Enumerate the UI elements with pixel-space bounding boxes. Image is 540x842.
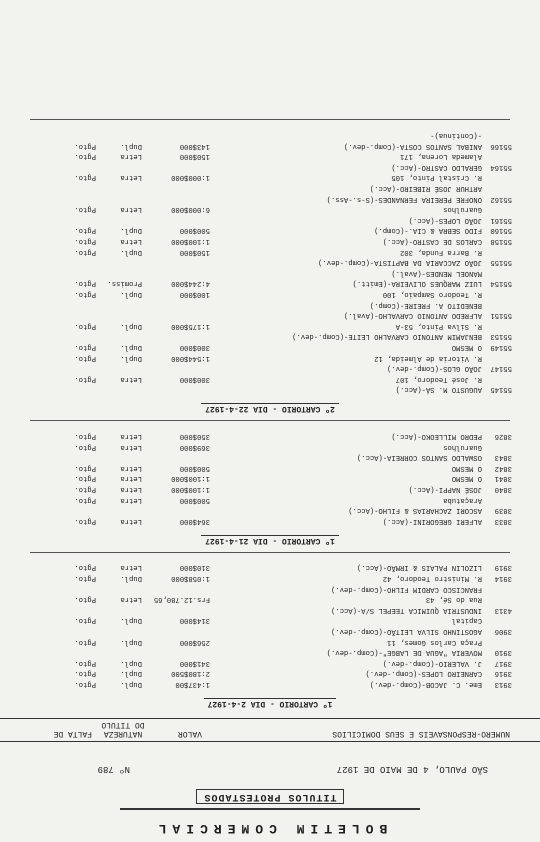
protest-reason: Pgto. <box>74 432 96 440</box>
title-kind: Letra <box>120 595 142 604</box>
amount: 500$000 <box>179 495 210 504</box>
protest-row <box>0 573 540 582</box>
title-kind: Dupl. <box>120 343 142 351</box>
protest-row <box>0 162 540 171</box>
protest-row <box>0 215 540 224</box>
entry-number: 55153 <box>490 332 512 341</box>
protest-row <box>0 331 540 340</box>
responsible-party: JOÃO ZACCARIA DA BAPTISTA-(Comp.-dev.) <box>318 258 482 267</box>
protest-reason: Pgto. <box>74 574 96 582</box>
title-kind: Letra <box>120 463 142 472</box>
protest-reason: Pgto. <box>74 226 96 235</box>
amount: 1:058$000 <box>171 574 210 582</box>
responsible-party: ALFREDO ANTONIO CARVALHO-(Aval.) <box>343 311 482 320</box>
protest-row <box>0 130 540 139</box>
entry-number: 3842 <box>494 463 512 472</box>
amount: Frs.12.780,65 <box>153 595 210 604</box>
responsible-party: JOÃO GLOS-(Comp.-dev.) <box>387 364 482 373</box>
protest-row <box>0 247 540 256</box>
protest-reason: Pgto. <box>74 247 96 256</box>
title-kind: Promiss. <box>107 279 142 288</box>
protest-row <box>0 495 540 504</box>
masthead: BOLETIM COMERCIAL <box>152 821 388 836</box>
protest-row <box>0 484 540 493</box>
protest-row <box>0 151 540 160</box>
column-name: NUMERO-RESPONSAVEIS E SEUS DOMICILIOS <box>332 729 510 738</box>
protest-row <box>0 605 540 614</box>
protest-row <box>0 225 540 234</box>
protest-row <box>0 647 540 656</box>
protest-reason: Pgto. <box>74 205 96 214</box>
responsible-party: BENEDITO A. FREIRE-(Comp.) <box>369 300 482 309</box>
amount: 369$000 <box>179 442 210 451</box>
amount: 100$000 <box>179 290 210 298</box>
title-kind: Dupl. <box>120 141 142 150</box>
responsible-party: FIDO SEBRA & CIA.-(Comp.) <box>374 226 482 235</box>
title-kind: Letra <box>120 516 142 525</box>
protest-reason: Pgto. <box>74 616 96 625</box>
responsible-party: J. VALERIO-(Comp.-dev.) <box>382 658 482 667</box>
entry-number: 3913 <box>494 680 512 688</box>
protest-row <box>0 626 540 635</box>
protest-row <box>0 300 540 309</box>
amount: 2:180$500 <box>171 669 210 678</box>
entry-number: 55158 <box>490 237 512 245</box>
amount: 1:100$000 <box>171 485 210 493</box>
amount: 143$000 <box>179 141 210 150</box>
entry-number: 55145 <box>490 385 512 394</box>
amount: 314$000 <box>179 616 210 625</box>
title-kind: Letra <box>120 152 142 161</box>
entry-number: 3914 <box>494 574 512 582</box>
amount: 500$000 <box>179 463 210 472</box>
entry-number: 4313 <box>494 605 512 614</box>
title-kind: Dupl. <box>120 226 142 235</box>
masthead-rule <box>120 808 420 810</box>
protest-row <box>0 194 540 203</box>
amount: 1:175$000 <box>171 321 210 330</box>
protest-row <box>0 431 540 440</box>
title-kind: Dupl. <box>120 247 142 256</box>
protest-row <box>0 442 540 451</box>
entry-number: 55151 <box>490 311 512 320</box>
section-heading-text: 1º CARTORIO - DIA 2-4-1927 <box>204 698 337 708</box>
protest-row <box>0 204 540 213</box>
protest-row <box>0 363 540 372</box>
title-kind: Letra <box>120 474 142 483</box>
amount: 256$000 <box>179 637 210 646</box>
protest-reason: Pgto. <box>74 374 96 383</box>
amount: 500$000 <box>179 226 210 235</box>
title-kind: Letra <box>120 205 142 214</box>
section-heading-text: 2º CARTORIO - DIA 22-4-1927 <box>201 403 339 413</box>
responsible-party: INDUSTRIA QUIMICA TEEPEL S/A-(Acc.) <box>331 605 482 614</box>
entry-number: 3833 <box>494 516 512 525</box>
protest-reason: Pgto. <box>74 474 96 483</box>
title-kind: Dupl. <box>120 658 142 667</box>
title-kind: Letra <box>120 173 142 182</box>
protest-reason: Pgto. <box>74 290 96 298</box>
protest-row <box>0 342 540 351</box>
responsible-party: LIZOLIN PALAIS & IRMÃO-(Acc.) <box>356 563 482 572</box>
responsible-party: AGOSTINHO SILVA LEITÃO-(Comp.-dev.) <box>331 627 482 635</box>
protest-row <box>0 257 540 266</box>
title-kind: Letra <box>120 485 142 493</box>
entry-number: 55161 <box>490 215 512 224</box>
entry-number: 55160 <box>490 226 512 235</box>
amount: 1:000$000 <box>171 173 210 182</box>
protest-row <box>0 353 540 362</box>
column-reason: FALTA DE <box>53 729 92 738</box>
amount: 300$000 <box>179 374 210 383</box>
protest-row <box>0 505 540 514</box>
protest-row <box>0 278 540 287</box>
responsible-party: OSWALDO SANTOS CORREIA-(Acc.) <box>356 453 482 462</box>
amount: 150$000 <box>179 247 210 256</box>
protest-reason: Pgto. <box>74 237 96 245</box>
responsible-party: ASCORI ZACHARIAS & FILHO-(Acc.) <box>348 506 482 515</box>
responsible-party: MOVERIA "AGUA DE LABGE"-(Comp.-dev.) <box>326 648 482 657</box>
protest-row <box>0 615 540 624</box>
entry-number: 55155 <box>490 258 512 267</box>
responsible-party: ARTHUR JOSÉ RIBEIRO-(Acc.) <box>369 184 482 192</box>
title-kind: Dupl. <box>120 669 142 678</box>
title-kind: Dupl. <box>120 290 142 298</box>
responsible-party: R. Vitoria de Almeida, 12 <box>374 353 482 362</box>
responsible-party: Araçatuba <box>443 495 482 504</box>
responsible-party: BENJAMIM ANTONIO CARVALHO LEITE-(Comp.-dev.) <box>292 332 482 341</box>
responsible-party: R. Ministro Teodoro, 42 <box>382 574 482 582</box>
protest-row <box>0 473 540 482</box>
title-kind: Dupl. <box>120 616 142 625</box>
entry-number: 3826 <box>494 432 512 440</box>
dateline-city-date: SÃO PAULO, 4 DE MAIO DE 1927 <box>336 764 488 774</box>
protest-row <box>0 658 540 667</box>
entry-number: 55164 <box>490 162 512 171</box>
protest-row <box>0 183 540 192</box>
entry-number: 55149 <box>490 343 512 351</box>
amount: 1:544$000 <box>171 353 210 362</box>
responsible-party: Eme. C. JACOB-(Comp.-dev.) <box>369 680 482 688</box>
column-kind: NATUREZA DO TITULO <box>101 720 145 738</box>
entry-number: 3916 <box>494 669 512 678</box>
protest-row <box>0 268 540 277</box>
protest-reason: Pgto. <box>74 463 96 472</box>
protest-row <box>0 679 540 688</box>
amount: 1:100$000 <box>171 237 210 245</box>
title-kind: Dupl. <box>120 574 142 582</box>
section-heading <box>0 536 540 545</box>
amount: 350$000 <box>179 432 210 440</box>
responsible-party: R. Teodoro Sampaio, 100 <box>382 290 482 298</box>
entry-number: 3906 <box>494 627 512 635</box>
protest-reason: Pgto. <box>74 343 96 351</box>
entry-number: 55147 <box>490 364 512 373</box>
entry-number: 3839 <box>494 506 512 515</box>
responsible-party: LUIZ MARQUES OLIVEIRA-(Emitt.) <box>352 279 482 288</box>
protest-row <box>0 562 540 571</box>
protest-reason: Pgto. <box>74 637 96 646</box>
amount: 300$000 <box>179 343 210 351</box>
responsible-party: JOÃO LOPES-(Acc.) <box>408 215 482 224</box>
responsible-party: ANIBAL SANTOS COSTA-(Comp.-dev.) <box>343 141 482 150</box>
responsible-party: R. José Teodoro, 107 <box>395 374 482 383</box>
protest-row <box>0 236 540 245</box>
protest-reason: Pgto. <box>74 353 96 362</box>
title-kind: Letra <box>120 432 142 440</box>
amount: 4:244$000 <box>171 279 210 288</box>
responsible-party: Rua do Sé, 43 <box>425 595 482 604</box>
responsible-party: GERALDO CASTRO-(Acc.) <box>391 162 482 171</box>
title-kind: Letra <box>120 495 142 504</box>
amount: 1:100$000 <box>171 474 210 483</box>
protest-row <box>0 384 540 393</box>
title-kind: Dupl. <box>120 353 142 362</box>
protest-row <box>0 141 540 150</box>
section-heading <box>0 699 540 708</box>
title-kind: Letra <box>120 374 142 383</box>
responsible-party: ONOFRE PEREIRA FERNANDES-(S-s.-Ass.) <box>326 194 482 203</box>
section-heading-text: 1º CARTORIO - DIA 21-4-1927 <box>201 535 339 545</box>
section-divider <box>30 552 510 553</box>
entry-number: 3917 <box>494 658 512 667</box>
responsible-party: Capital <box>451 616 482 625</box>
title-kind: Letra <box>120 442 142 451</box>
responsible-party: MANOEL MENDES-(Aval.) <box>391 268 482 277</box>
amount: 6:000$000 <box>171 205 210 214</box>
protest-row <box>0 452 540 461</box>
responsible-party: Praça Carlos Gomes, 11 <box>387 637 482 646</box>
amount: 150$000 <box>179 152 210 161</box>
section-divider <box>30 420 510 421</box>
protest-row <box>0 289 540 298</box>
protest-reason: Pgto. <box>74 173 96 182</box>
responsible-party: O MESMO <box>451 343 482 351</box>
responsible-party: R. Silva Pinto, 53-A <box>395 321 482 330</box>
responsible-party: Alameda Lorena, 171 <box>400 152 482 161</box>
entry-number: 55162 <box>490 194 512 203</box>
responsible-party: O MESMO <box>451 463 482 472</box>
entry-number: 3910 <box>494 648 512 657</box>
amount: 341$000 <box>179 658 210 667</box>
protest-row <box>0 374 540 383</box>
responsible-party: Guarulhos <box>443 205 482 214</box>
issue-number: Nº 789 <box>97 764 130 774</box>
entry-number: 3840 <box>494 485 512 493</box>
protest-row <box>0 637 540 646</box>
responsible-party: O MESMO <box>451 474 482 483</box>
protest-reason: Pgto. <box>74 442 96 451</box>
protest-row <box>0 584 540 593</box>
section-heading <box>0 404 540 413</box>
title-kind: Letra <box>120 237 142 245</box>
entry-number: 55166 <box>490 141 512 150</box>
protest-reason: Pgto. <box>74 279 96 288</box>
responsible-party: R. Barra Funda, 302 <box>400 247 482 256</box>
column-value: VALOR <box>177 729 202 738</box>
protest-reason: Pgto. <box>74 595 96 604</box>
entry-number: 3919 <box>494 563 512 572</box>
responsible-party: R. Cristal Pinto, 105 <box>391 173 482 182</box>
responsible-party: CARNEIRO LOPES-(Comp.-dev.) <box>365 669 482 678</box>
responsible-party: ALFERI GREGORINI-(Acc.) <box>382 516 482 525</box>
amount: 310$000 <box>179 563 210 572</box>
protest-reason: Pgto. <box>74 152 96 161</box>
section-divider <box>30 119 510 120</box>
protest-reason: Pgto. <box>74 680 96 688</box>
responsible-party: AUGUSTO M. SÁ-(Acc.) <box>395 385 482 394</box>
protest-reason: Pgto. <box>74 658 96 667</box>
entry-number: 3843 <box>494 453 512 462</box>
responsible-party: PEDRO MILLEOKO-(Acc.) <box>391 432 482 440</box>
title-kind: Dupl. <box>120 321 142 330</box>
title-kind: Dupl. <box>120 637 142 646</box>
section-title-text: TITULOS PROTESTADOS <box>196 789 343 804</box>
protest-row <box>0 594 540 603</box>
protest-row <box>0 463 540 472</box>
protest-reason: Pgto. <box>74 141 96 150</box>
amount: 364$000 <box>179 516 210 525</box>
column-header <box>0 718 540 742</box>
protest-row <box>0 516 540 525</box>
responsible-party: CARLOS DE CASTRO-(Acc.) <box>382 237 482 245</box>
protest-reason: Pgto. <box>74 516 96 525</box>
protest-reason: Pgto. <box>74 563 96 572</box>
entry-number: 3841 <box>494 474 512 483</box>
protest-row <box>0 668 540 677</box>
responsible-party: FRANCISCO CARDIM FILHO-(Comp.-dev.) <box>331 584 482 593</box>
section-title <box>0 791 540 802</box>
protest-reason: Pgto. <box>74 321 96 330</box>
entry-number: 55154 <box>490 279 512 288</box>
protest-reason: Pgto. <box>74 485 96 493</box>
protest-row <box>0 310 540 319</box>
responsible-party: JOSÉ NAPPI-(Acc.) <box>408 485 482 493</box>
responsible-party: Guarulhos <box>443 442 482 451</box>
amount: 1:437$00 <box>175 680 210 688</box>
protest-reason: Pgto. <box>74 669 96 678</box>
title-kind: Dupl. <box>120 680 142 688</box>
title-kind: Letra <box>120 563 142 572</box>
protest-reason: Pgto. <box>74 495 96 504</box>
protest-row <box>0 321 540 330</box>
responsible-party: -(Continua)- <box>430 131 482 139</box>
protest-row <box>0 172 540 181</box>
